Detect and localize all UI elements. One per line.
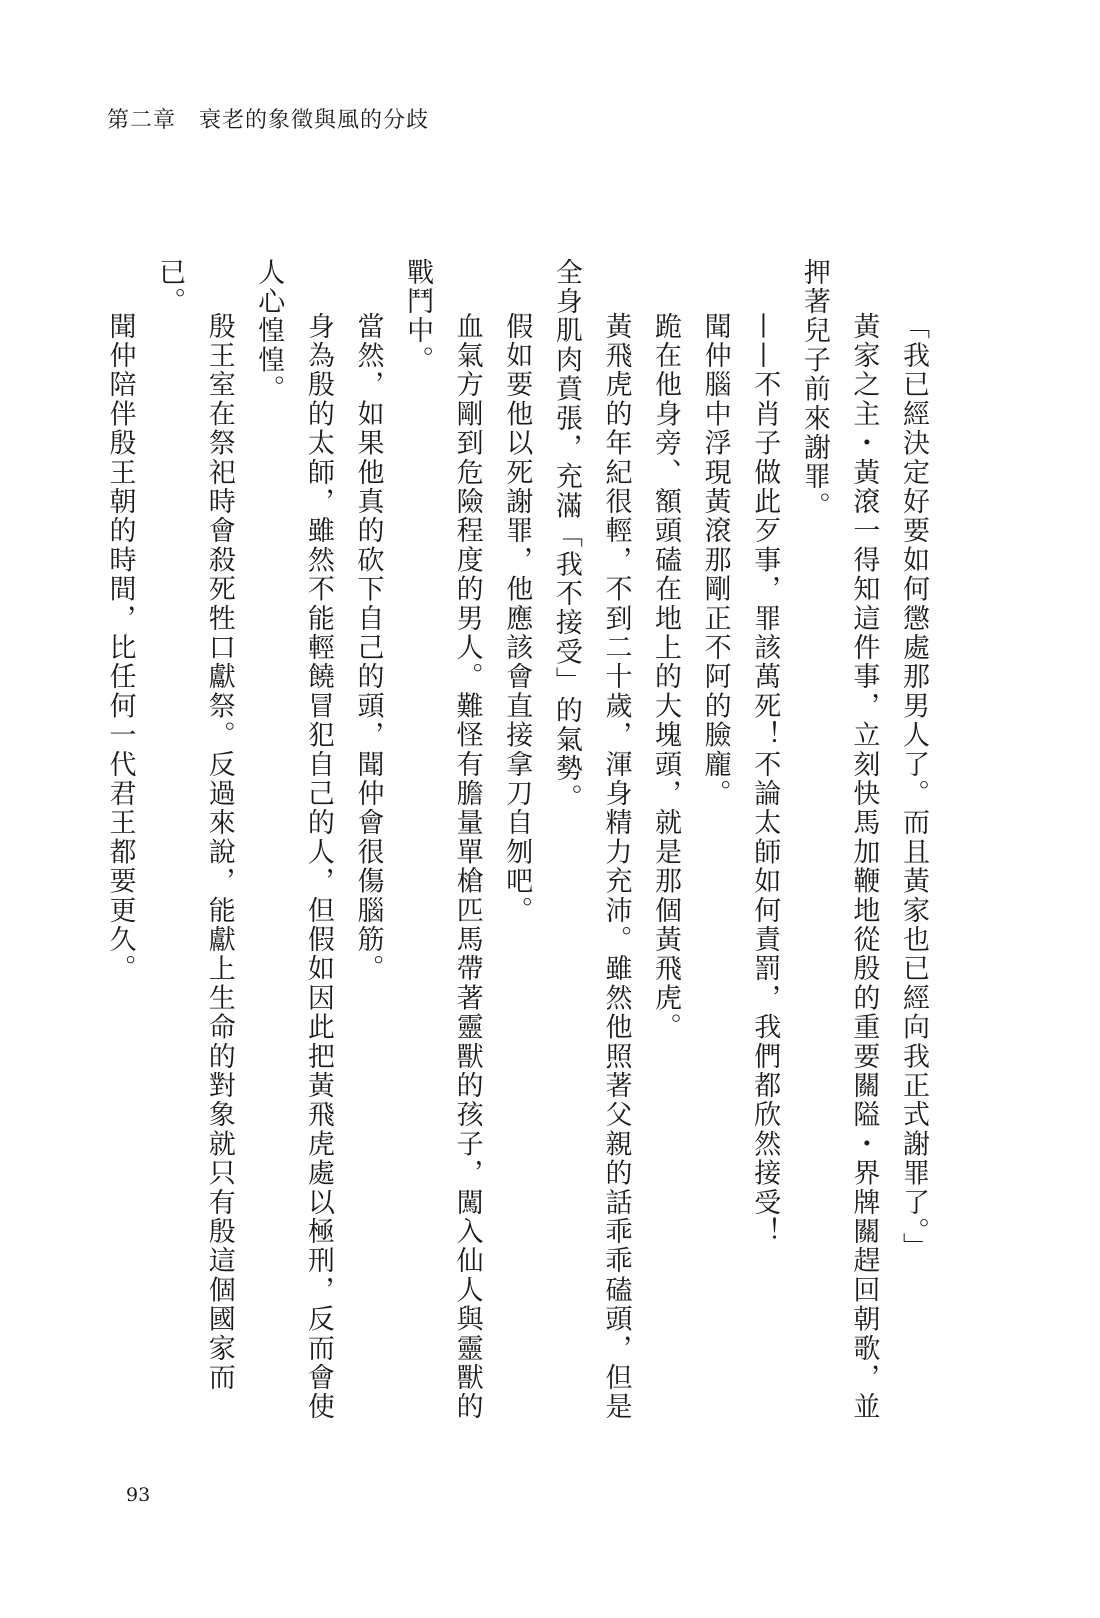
running-header: 第二章 衰老的象徵與風的分歧 [107,108,430,133]
paragraph: 假如要他以死謝罪，他應該會直接拿刀自刎吧。 [501,312,533,926]
paragraph: 聞仲腦中浮現黃滾那剛正不阿的臉龐。 [699,312,731,809]
paragraph: 「我已經決定好要如何懲處那男人了。而且黃家也已經向我正式謝罪了。」 [898,312,929,1263]
paragraph: 跪在他身旁、額頭磕在地上的大塊頭，就是那個黃飛虎。 [650,312,682,1042]
paragraph: 黃家之主・黃滾一得知這件事，立刻快馬加鞭地從殷的重要關隘・界牌關趕回朝歌，並押著兒子前來謝罪。 [798,258,880,1422]
paragraph: 當然，如果他真的砍下自己的頭，聞仲會很傷腦筋。 [352,312,384,984]
paragraph: 黃飛虎的年紀很輕，不到二十歲，渾身精力充沛。雖然他照著父親的話乖乖磕頭，但是全身肌肉賁張，充滿「我不接受」的氣勢。 [550,258,632,1422]
body-text [95,258,938,1428]
page-number: 93 [126,1484,151,1506]
paragraph: 聞仲陪伴殷王朝的時間，比任何一代君王都要更久。 [104,312,136,984]
paragraph: 殷王室在祭祀時會殺死牲口獻祭。反過來說，能獻上生命的對象就只有殷這個國家而已。 [154,258,235,1393]
paragraph: 血氣方剛到危險程度的男人。難怪有膽量單槍匹馬帶著靈獸的孩子，闖入仙人與靈獸的戰鬥中。 [402,258,483,1422]
paragraph: 身為殷的太師，雖然不能輕饒冒犯自己的人，但假如因此把黃飛虎處以極刑，反而會使人心惶惶。 [253,258,334,1422]
paragraph: ——不肖子做此歹事，罪該萬死！不論太師如何責罰，我們都欣然接受！ [749,312,781,1247]
